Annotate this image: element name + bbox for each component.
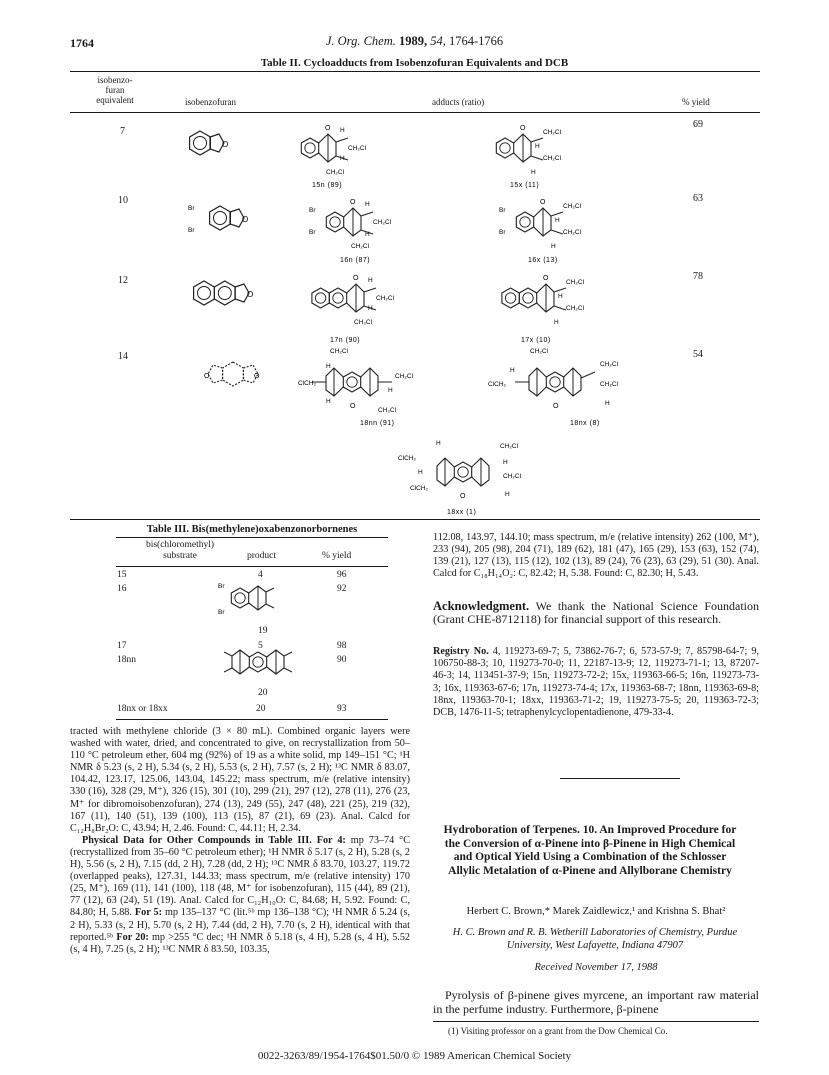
label-h: H [535,143,540,150]
left-column-text [70,726,410,956]
caption-16x: 16x (13) [528,257,558,264]
label-o: O [353,275,359,282]
journal-pages: 1764-1766 [448,34,504,48]
label-ch2cl: CH₂Cl [354,319,373,326]
label-h: H [436,440,441,447]
label-ch2cl: CH₂Cl [566,279,585,286]
table3-row2-substrate: 16 [117,584,127,594]
caption-15x: 15x (11) [510,182,540,189]
table3-col-yield: % yield [322,551,352,561]
label-br: Br [499,207,506,214]
table2-row2-yield: 63 [693,193,703,204]
table3-bottom-rule [116,719,388,720]
table2-title: Table II. Cycloadducts from Isobenzofuran Equivalents and DCB [260,57,569,69]
label-h: H [531,169,536,176]
label-h: H [368,305,373,312]
label-o: O [204,373,210,380]
isobenzofuran-7 [190,131,229,155]
label-br: Br [218,609,225,616]
table2-structures [0,0,829,525]
table3-row7-product: 20 [256,704,266,714]
article-received: Received November 17, 1988 [534,962,658,973]
label-ch2cl: CH₂Cl [395,373,414,380]
label-ch2cl: CH₂Cl [543,129,562,136]
table3-row4-product: 5 [258,641,263,651]
table2-col-yield: % yield [682,97,710,107]
article-affiliation: H. C. Brown and R. B. Wetherill Laboratories of Chemistry, Purdue University, West Lafayette, Indiana 47907 [452,927,738,951]
label-h: H [555,217,560,224]
table2-row1-equiv: 7 [120,126,125,137]
table3-row5-yield: 90 [337,655,347,665]
caption-18nn: 18nn (91) [360,420,395,427]
table2-row4-equiv: 14 [118,351,128,362]
label-h: H [510,367,515,374]
paragraph-experimental: tracted with methylene chloride (3 × 80 mL). Combined organic layers were washed with water, dried, and concentrated to give, on recrystallization from 50–110 °C petroleum ether, 604 mg (92%) of 19 as a white solid, mp 149–151 °C; ¹H NMR δ 5.23 (s, 2 H), 5.34 (s, 2 H), 5.53 (s, 2 H), 7.57 (s, 2 H); ¹³C NMR δ 83.07, 104.42, 123.17, 125.06, 143.04, 145.22; mass spectrum, m/e (relative intensity) 330 (16), 328 (29, M⁺), 326 (15), 301 (10), 299 (21), 297 (12), 278 (11), 276 (23, M⁺ for dibromoisobenzofuran), 274 (13), 249 (55), 247 (48), 221 (25), 219 (32), 167 (11), 140 (51), 139 (100), 113 (15), 87 (21), 69 (23). Anal. Calcd for C₁₂H₈Br₂O: C, 43.94; H, 2.46. Found: C, 44.11; H, 2.34. [70,726,410,834]
label-h: H [558,293,563,300]
label-ch2cl: CH₂Cl [351,243,370,250]
label-h: H [388,387,393,394]
label-o: O [553,403,559,410]
label-h: H [505,491,510,498]
label-o: O [350,403,356,410]
caption-15n: 15n (89) [312,182,343,189]
label-br: Br [309,207,316,214]
label-ch2cl: CH₂Cl [348,145,367,152]
label-br: Br [218,583,225,590]
label-h: H [340,155,345,162]
label-br: Br [499,229,506,236]
table3-row2-yield: 92 [337,584,347,594]
label-o: O [247,290,254,299]
caption-17x: 17x (10) [521,337,551,344]
adduct-16x [499,199,582,250]
label-h: H [605,400,610,407]
label-ch2cl: CH₂Cl [326,169,345,176]
journal-name: J. Org. Chem. [325,34,396,48]
adduct-18xx [437,458,489,486]
label-ch2cl: CH₂Cl [503,473,522,480]
table2-row3-yield: 78 [693,271,703,282]
label-ch2cl: CH₂Cl [600,361,619,368]
label-ch2cl: CH₂Cl [378,407,397,414]
table2-col-adducts: adducts (ratio) [432,97,485,107]
label-o: O [254,373,260,380]
adduct-15n [301,125,366,176]
table2-row3-equiv: 12 [118,275,128,286]
journal-volume: 54, [430,34,446,48]
label-h: H [551,243,556,250]
isobenzofuran-12 [194,281,254,305]
table3-row7-yield: 93 [337,704,347,714]
label-ch2cl: CH₂Cl [500,443,519,450]
table3-header-rule [116,566,388,567]
label-o: O [350,199,356,206]
table3-row4-yield: 98 [337,641,347,651]
paragraph-physical-data: Physical Data for Other Compounds in Table III. For 4: mp 73–74 °C (recrystallized from 35–60 °C petroleum ether); ¹H NMR δ 5.17 (s, 2 H), 5.28 (s, 2 H), 5.56 (s, 2 H), 7.15 (dd, 2 H), 7.28 (dd, 2 H); ¹³C NMR δ 83.70, 103.27, 119.72 (overlapped peaks), 127.31, 144.33; mass spectrum, m/e (relative intensity) 170 (25, M⁺), 169 (11), 141 (100), 118 (48, M⁺ for isobenzofuran), 115 (44), 89 (21), 77 (12), 63 (24), 51 (19). Anal. Calcd for C₁₂H₁₀O: C, 84.68; H, 5.92. Found: C, 84.80; H, 5.88. For 5: mp 135–137 °C (lit.⁵ᵇ mp 136–138 °C); ¹H NMR δ 5.24 (s, 2 H), 5.33 (s, 2 H), 5.70 (s, 2 H), 7.44 (dd, 2 H), 7.70 (s, 2 H), identical with that reported.⁵ᵇ For 20: mp >255 °C dec; ¹H NMR δ 5.18 (s, 4 H), 5.28 (s, 4 H), 5.52 (s, 4 H), 7.25 (s, 2 H); ¹³C NMR δ 83.50, 103.35, [70,834,411,955]
label-o: O [460,493,466,500]
label-ch2cl: CH₂Cl [530,348,549,355]
label-h: H [503,459,508,466]
adduct-16n [309,199,392,250]
label-ch2cl: CH₂Cl [543,155,562,162]
caption-18xx: 18xx (1) [447,509,477,516]
adduct-17n [312,275,395,326]
table2-col-equivalent: isobenzo- furan equivalent [96,75,134,105]
footnote-1: (1) Visiting professor on a grant from the Dow Chemical Co. [448,1026,668,1036]
label-h: H [418,469,423,476]
label-ch2cl: CH₂Cl [566,305,585,312]
label-br: Br [309,229,316,236]
caption-16n: 16n (87) [340,257,371,264]
label-ch2cl: CH₂Cl [330,348,349,355]
table3-structures [200,578,310,698]
label-h: H [340,127,345,134]
label-o: O [222,140,229,149]
table3-row4-substrate: 17 [117,641,127,651]
label-h: H [368,277,373,284]
label-ch2cl: CH₂Cl [376,295,395,302]
label-h: H [365,201,370,208]
table3-row1-product: 4 [258,570,263,580]
adduct-18nx [515,368,595,396]
table3-top-rule [116,537,388,538]
label-h: H [326,363,331,370]
label-o: O [242,215,249,224]
footnote-rule [433,1021,759,1022]
caption-18nx: 18nx (8) [570,420,600,427]
acknowledgment: Acknowledgment. We thank the National Science Foundation (Grant CHE-8712118) for financial support of this research. [433,599,759,627]
table3-col-product: product [247,551,277,561]
table2-col-isobenzofuran: isobenzofuran [185,97,236,107]
caption-17n: 17n (90) [330,337,361,344]
table3-col-substrate: bis(chloromethyl) substrate [145,540,215,561]
table3-row5-substrate: 18nn [117,655,136,665]
table2-row2-equiv: 10 [118,195,128,206]
table3-row1-substrate: 15 [117,570,127,580]
article-authors: Herbert C. Brown,* Marek Zaidlewicz,¹ and Krishna S. Bhat² [466,906,726,917]
table3-row6-product: 20 [258,688,268,698]
article-intro: Pyrolysis of β-pinene gives myrcene, an important raw material in the perfume industry. Furthermore, β-pinene [433,988,759,1016]
table3-row3-product: 19 [258,626,268,636]
adduct-18nn [312,368,392,396]
label-br: Br [188,227,195,234]
label-o: O [325,125,331,132]
label-ch2cl: CH₂Cl [373,219,392,226]
right-column-continuation: 112.08, 143.97, 144.10; mass spectrum, m/e (relative intensity) 262 (100, M⁺), 233 (94), 205 (98), 204 (71), 189 (62), 181 (47), 165 (29), 153 (63), 152 (74), 139 (21), 127 (13), 115 (12), 102 (13), 89 (24), 76 (23), 63 (29), 51 (30). Anal. Calcd for C₁₈H₁₄O₂: C, 82.42; H, 5.38. Found: C, 82.30; H, 5.43. [433,532,759,580]
label-ch2cl: CH₂Cl [563,229,582,236]
registry-numbers: Registry No. 4, 119273-69-7; 5, 73862-76-7; 6, 573-57-9; 7, 85798-64-7; 9, 106750-88-3; 10, 119273-70-0; 11, 22187-13-9; 12, 119273-71-1; 13, 87207-46-3; 14, 113451-37-9; 15n, 119273-72-2; 15x, 119363-66-5; 16n, 119273-73-3; 16x, 119363-67-6; 17n, 119273-74-4; 17x, 119363-68-7; 18nn, 119363-69-8; 18nx, 119363-70-1; 18xx, 119363-71-2; 19, 119273-75-5; 20, 119363-72-3; DCB, 1476-11-5; tetraphenylcyclopentadienone, 479-33-4. [433,646,760,719]
article-title: Hydroboration of Terpenes. 10. An Improved Procedure for the Conversion of α-Pinene into β-Pinene in High Chemical and Optical Yield Using a Combination of the Schlosser Allylic Metalation of α-Pinene and Allylborane Chemistry [443,824,737,877]
label-o: O [543,275,549,282]
section-divider [560,778,680,779]
page-footer: 0022-3263/89/1954-1764$01.50/0 © 1989 American Chemical Society [257,1050,572,1062]
label-o: O [520,125,526,132]
label-h: H [326,398,331,405]
table3-title: Table III. Bis(methylene)oxabenzonorbornenes [146,524,358,535]
label-h: H [554,319,559,326]
table3-row1-yield: 96 [337,570,347,580]
table2-bottom-rule [70,519,760,520]
label-clch2: ClCH₂ [488,381,507,388]
label-clch2: ClCH₂ [298,380,317,387]
label-o: O [540,199,546,206]
table3-row7-substrate: 18nx or 18xx [117,704,168,714]
journal-year: 1989, [398,34,428,48]
table2-row4-yield: 54 [693,349,703,360]
label-br: Br [188,205,195,212]
label-ch2cl: CH₂Cl [600,381,619,388]
isobenzofuran-14 [208,362,258,386]
isobenzofuran-10 [188,205,248,234]
label-h: H [365,231,370,238]
label-clch2: ClCH₂ [398,455,417,462]
page-number: 1764 [70,36,94,50]
label-ch2cl: CH₂Cl [563,203,582,210]
table2-row1-yield: 69 [693,119,703,130]
adduct-15x [496,125,561,176]
adduct-17x [502,275,585,326]
label-clch2: ClCH₂ [410,485,429,492]
